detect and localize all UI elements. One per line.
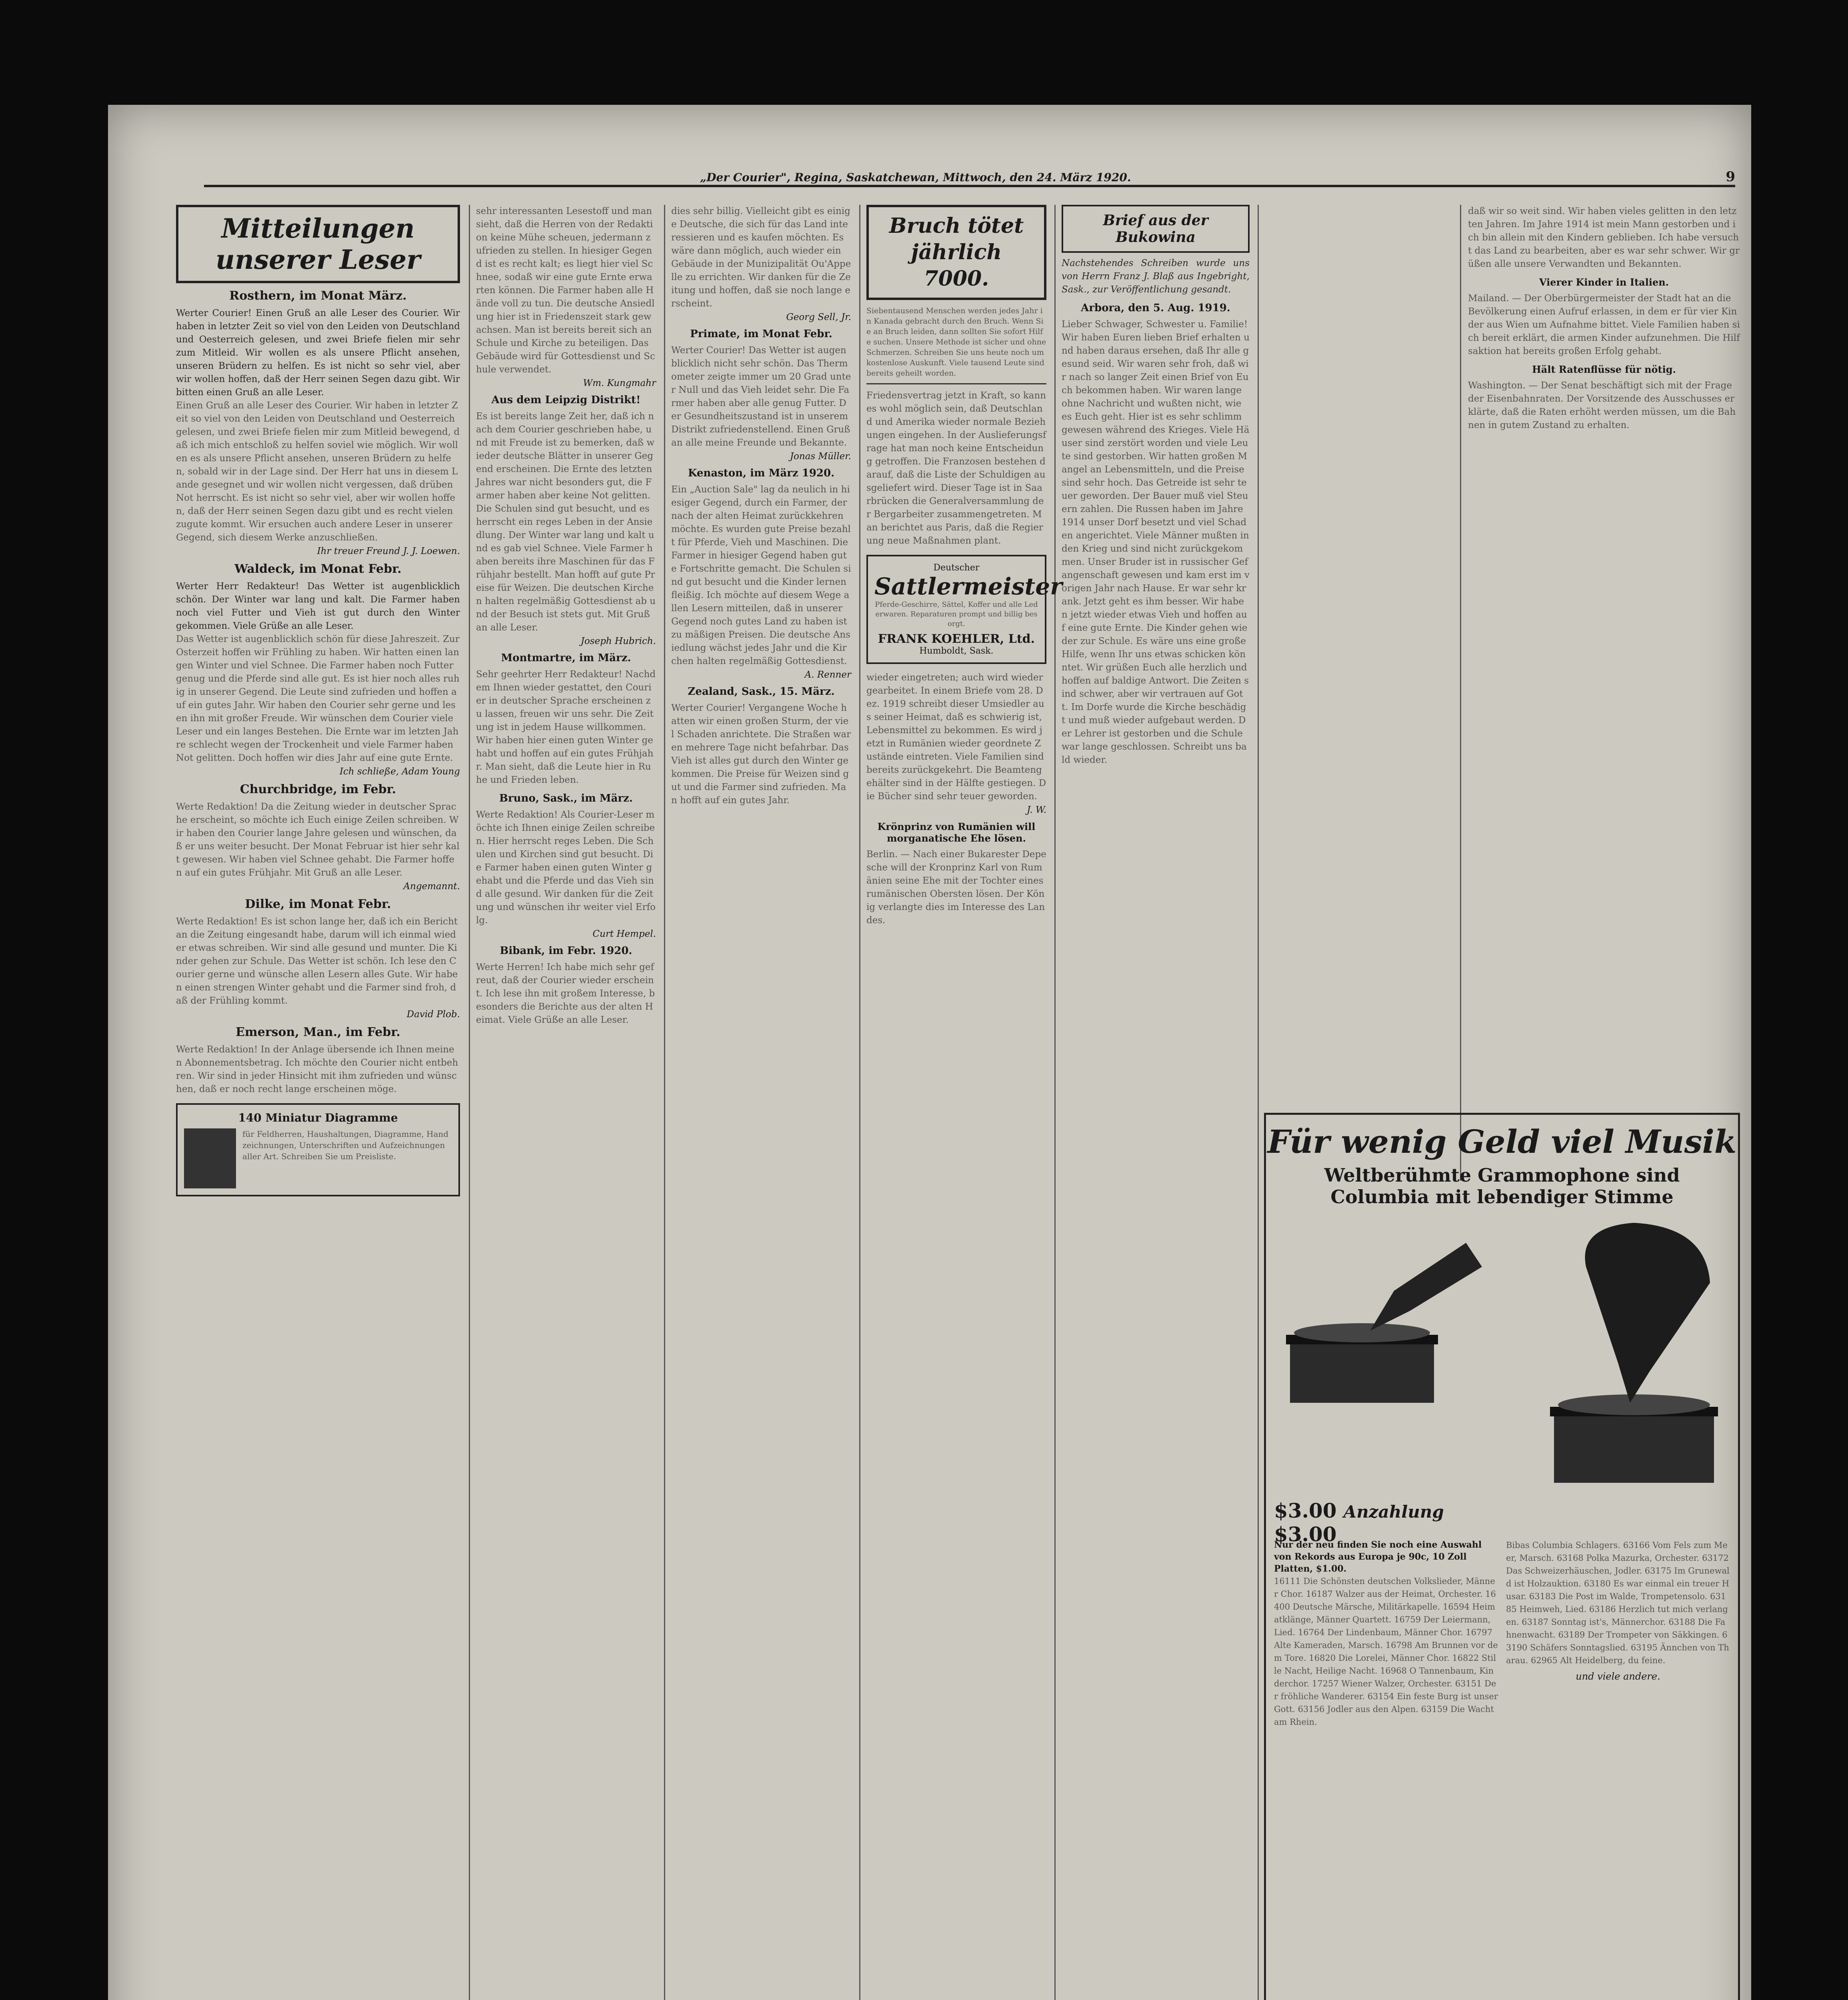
article-subheading: Krönprinz von Rumänien will morganatische Ehe lösen. — [877, 821, 1036, 844]
letter-body-filler: Das Wetter ist augenblicklich schön für diese Jahreszeit. Zur Osterzeit hoffen wir Frühling zu haben. Wir hatten einen langen Winter und viel Schnee. Die Farmer haben noch Futter genug und die Pferde sind alle gut. Es ist hier noch alles ruhig in unserer Gegend. Die Leute sind zufrieden und hoffen auf ein gutes Jahr. Wir haben den Courier sehr gerne und lesen ihn mit großer Freude. Wir wünschen dem Courier viele Leser und ein langes Bestehen. Die Ernte war im letzten Jahre schlecht wegen der Trockenheit und viele Farmer haben Not gelitten. Doch hoffen wir dies Jahr auf eine gute Ernte. — [176, 634, 460, 763]
article-intro: Nachstehendes Schreiben wurde uns von Herrn Franz J. Blaß aus Ingebright, Sask., zur Veröffentlichung gesandt. — [1062, 258, 1253, 295]
ad-name: Sattlermeister — [874, 573, 1062, 600]
letter-dateline: Bibank, im Febr. 1920. — [500, 945, 632, 957]
letter-dateline: Arbora, den 5. Aug. 1919. — [1081, 302, 1230, 314]
price-right: $3.00 — [1274, 1522, 1337, 1546]
letter-body-filler: Werte Redaktion! Es ist schon lange her, daß ich ein Bericht an die Zeitung eingesandt habe, darum will ich einmal wieder etwas schreiben. Wir sind alle gesund und munter. Die Kinder gehen zur Schule. Das Wetter ist schön. Ich lese den Courier gerne und wünsche allen Lesern alles Gute. Wir haben einen strengen Winter gehabt und die Farmer sind froh, daß der Frühling kommt. — [176, 916, 458, 1006]
article-body-filler: dies sehr billig. Vielleicht gibt es einige Deutsche, die sich für das Land interessieren und es kaufen möchten. Es wäre dann möglich, auch wieder ein Gebäude in der Munizipalität Ou'Appelle zu errichten. Wir danken für die Zeitung und hoffen, daß sie noch lange erscheint. — [671, 206, 851, 309]
column-rule — [1054, 205, 1056, 2000]
article-subheading: Hält Ratenflüsse für nötig. — [1532, 364, 1676, 375]
letter-signature: Curt Hempel. — [592, 929, 656, 939]
article-body-filler: Friedensvertrag jetzt in Kraft, so kann es wohl möglich sein, daß Deutschland und Amerika wieder normale Beziehungen eingehen. In der Auslieferungsfrage hat man noch keine Entscheidung getroffen. Die Franzosen bestehen darauf, daß die Liste der Schuldigen ausgeliefert wird. Dieser Tage ist in Saarbrücken die Generalversammlung der Bergarbeiter zusammengetreten. Man berichtet aus Paris, daß die Regierung neue Maßnahmen plant. — [866, 390, 1046, 546]
article-body-filler: Mailand. — Der Oberbürgermeister der Stadt hat an die Bevölkerung einen Aufruf erlassen, in dem er für vier Kinder aus Wien um Aufnahme bittet. Viele Familien haben sich bereit erklärt, die armen Kinder aufzunehmen. Die Hilfsaktion hat bereits großen Erfolg gehabt. — [1468, 293, 1740, 356]
article-body-filler: Werte Herren! Ich habe mich sehr gefreut, daß der Courier wieder erscheint. Ich lese ihn mit großem Interesse, besonders die Berichte aus der alten Heimat. Viele Grüße an alle Leser. — [476, 962, 655, 1025]
ad-title: 140 Miniatur Diagramme — [238, 1111, 398, 1124]
letter-signature: Ich schließe, Adam Young — [339, 766, 460, 777]
ad-text: für Feldherren, Haushaltungen, Diagramme, Handzeichnungen, Unterschriften und Aufzeichnungen aller Art. Schreiben Sie um Preisliste. — [242, 1129, 449, 1161]
ad-illustration-icon — [184, 1128, 236, 1188]
section-title: Mitteilungen unserer Leser — [176, 205, 460, 283]
article-body-filler: sehr interessanten Lesestoff und man sieht, daß die Herren von der Redaktion keine Mühe scheuen, jedermann zufrieden zu stellen. In hiesiger Gegend ist es recht kalt; es liegt hier viel Schnee, sodaß wir eine gute Ernte erwarten können. Die Farmer haben alle Hände voll zu tun. Die deutsche Ansiedlung hier ist in Friedenszeit stark gewachsen. Man ist bereits bereit sich an Schule und Kirche zu beteiligen. Das Gebäude wird für Gottesdienst und Schule verwendet. — [476, 206, 655, 375]
column-6 — [1468, 205, 1740, 1177]
sattlermeister-ad — [866, 555, 1062, 664]
article-body-filler: wieder eingetreten; auch wird wieder gearbeitet. In einem Briefe vom 28. Dez. 1919 schreibt dieser Umsiedler aus seiner Heimat, daß es schwierig ist, Lebensmittel zu bekommen. Es wird jetzt in Rumänien wieder geordnete Zustände eintreten. Viele Familien sind bereits zurückgekehrt. Die Beamtengehälter sind in der Hälfte gestiegen. Die Bücher sind sehr teuer geworden. — [866, 672, 1046, 802]
letter-dateline: Dilke, im Monat Febr. — [245, 897, 391, 911]
column-1 — [176, 205, 463, 2000]
article-body-filler: Siebentausend Menschen werden jedes Jahr in Kanada gebracht durch den Bruch. Wenn Sie an Bruch leiden, dann sollten Sie sofort Hilfe suchen. Unsere Methode ist sicher und ohne Schmerzen. Schreiben Sie uns heute noch um kostenlose Auskunft. Viele tausend Leute sind bereits geheilt worden. — [866, 306, 1046, 378]
column-rule — [1258, 205, 1259, 2000]
article-body-filler: Werter Courier! Vergangene Woche hatten wir einen großen Sturm, der viel Schaden anrichtete. Die Straßen waren mehrere Tage nicht befahrbar. Das Vieh ist alles gut durch den Winter gekommen. Die Preise für Weizen sind gut und die Farmer sind zufrieden. Man hofft auf ein gutes Jahr. — [671, 703, 851, 806]
gramophone-large-icon — [1550, 1223, 1718, 1483]
article-body-filler: Es ist bereits lange Zeit her, daß ich nach dem Courier geschrieben habe, und mit Freude ist zu bemerken, daß wieder deutsche Blätter in unserer Gegend erscheinen. Die Ernte des letzten Jahres war nicht besonders gut, die Farmer haben aber keine Not gelitten. Die Schulen sind gut besucht, und es herrscht ein reges Leben in der Ansiedlung. Der Winter war lang und kalt und es gab viel Schnee. Viele Farmer haben bereits ihre Maschinen für das Frühjahr bestellt. Man hofft auf gute Preise für Weizen. Die deutschen Kirchen halten regelmäßig Gottesdienst ab und der Besuch ist stets gut. Mit Gruß an alle Leser. — [476, 411, 656, 633]
miniatur-diagramme-ad — [176, 1103, 460, 1196]
running-head: „Der Courier", Regina, Saskatchewan, Mittwoch, den 24. März 1920. — [700, 171, 1131, 184]
page-number: 9 — [1726, 169, 1735, 185]
column-4 — [866, 205, 1062, 2000]
record-list-filler: 16111 Die Schönsten deutschen Volkslieder, Männer Chor. 16187 Walzer aus der Heimat, Orchester. 16400 Deutsche Märsche, Militärkapelle. 16594 Heimatklänge, Männer Quartett. 16759 Der Leiermann, Lied. 16764 Der Lindenbaum, Männer Chor. 16797 Alte Kameraden, Marsch. 16798 Am Brunnen vor dem Tore. 16820 Die Lorelei, Männer Chor. 16822 Stille Nacht, Heilige Nacht. 16968 O Tannenbaum, Kinderchor. 17257 Wiener Walzer, Orchester. 63151 Der fröhliche Wanderer. 63154 Ein feste Burg ist unser Gott. 63156 Jodler aus den Alpen. 63159 Die Wacht am Rhein. — [1274, 1576, 1498, 1727]
column-2 — [476, 205, 656, 2000]
record-list-header: Nur der neu finden Sie noch eine Auswahl von Rekords aus Europa je 90c, 10 Zoll Platten, $1.00. — [1274, 1540, 1482, 1574]
article-body-filler: Berlin. — Nach einer Bukarester Depesche will der Kronprinz Karl von Rumänien seine Ehe mit der Tochter eines rumänischen Obersten lösen. Der König verlangte dies im Interesse des Landes. — [866, 849, 1046, 926]
record-list-right — [1506, 1539, 1730, 2000]
letter-body: Werter Herr Redakteur! Das Wetter ist augenblicklich schön. Der Winter war lang und kalt. Die Farmer haben noch viel Futter und Vieh ist gut durch den Winter gekommen. Viele Grüße an alle Leser. — [176, 581, 463, 631]
record-list-filler: Bibas Columbia Schlagers. 63166 Vom Fels zum Meer, Marsch. 63168 Polka Mazurka, Orchester. 63172 Das Schweizerhäuschen, Jodler. 63175 Im Grunewald ist Holzauktion. 63180 Es war einmal ein treuer Husar. 63183 Die Post im Walde, Trompetensolo. 63185 Heimweh, Lied. 63186 Herzlich tut mich verlangen. 63187 Sonntag ist's, Männerchor. 63188 Die Fahnenwacht. 63189 Der Trompeter von Säkkingen. 63190 Schäfers Sonntagslied. 63195 Ännchen von Tharau. 62965 Alt Heidelberg, du feine. — [1506, 1540, 1730, 1665]
article-body-filler: daß wir so weit sind. Wir haben vieles gelitten in den letzten Jahren. Im Jahre 1914 ist mein Mann gestorben und ich bin allein mit den Kindern geblieben. Ich habe versucht das Land zu bearbeiten, aber es war sehr schwer. Wir grüßen alle unsere Verwandten und Bekannten. — [1468, 206, 1740, 269]
letter-signature: Ihr treuer Freund J. J. Loewen. — [317, 546, 460, 556]
record-list — [1274, 1539, 1498, 2000]
article-body-filler: Lieber Schwager, Schwester u. Familie! Wir haben Euren lieben Brief erhalten und haben daraus ersehen, daß Ihr alle gesund seid. Wir waren sehr froh, daß wir nach so langer Zeit einen Brief von Euch bekommen haben. Wir waren lange ohne Nachricht und wußten nicht, wie es Euch geht. Hier ist es sehr schlimm gewesen während des Krieges. Viele Häuser sind zerstört worden und viele Leute sind gestorben. Wir hatten großen Mangel an Lebensmitteln, und die Preise sind sehr hoch. Das Getreide ist sehr teuer geworden. Der Bauer muß viel Steuern zahlen. Die Russen haben im Jahre 1914 unser Dorf besetzt und viel Schaden angerichtet. Viele Männer mußten in den Krieg und sind nicht zurückgekommen. Unser Bruder ist in russischer Gefangenschaft gewesen und kam erst im vorigen Jahr nach Hause. Er war sehr krank. Jetzt geht es ihm besser. Wir haben jetzt wieder etwas Vieh und hoffen auf eine gute Ernte. Die Kinder gehen wieder zur Schule. Es wäre uns eine große Hilfe, wenn Ihr uns etwas schicken könntet. Wir grüßen Euch alle herzlich und hoffen auf baldige Antwort. Die Zeiten sind schwer, aber wir vertrauen auf Gott. Im Dorfe wurde die Kirche beschädigt und muß wieder aufgebaut werden. Der Lehrer ist gestorben und die Schule war lange geschlossen. Schreibt uns bald wieder. — [1062, 319, 1250, 765]
article-body-filler: Werter Courier! Das Wetter ist augenblicklich nicht sehr schön. Das Thermometer zeigte immer um 20 Grad unter Null und das Vieh leidet sehr. Die Farmer haben aber alle genug Futter. Der Gesundheitszustand ist in unserem Distrikt zufriedenstellend. Einen Gruß an alle meine Freunde und Bekannte. — [671, 345, 851, 448]
letter-dateline: Zealand, Sask., 15. März. — [688, 686, 835, 698]
article-body-filler: Sehr geehrter Herr Redakteur! Nachdem Ihnen wieder gestattet, den Courier in deutscher Sprache erscheinen zu lassen, freuen wir uns sehr. Die Zeitung ist in jedem Hause willkommen. Wir haben hier einen guten Winter gehabt und hoffen auf ein gutes Frühjahr. Man sieht, daß die Leute hier in Ruhe und Frieden leben. — [476, 669, 656, 785]
letter-dateline: Kenaston, im März 1920. — [688, 467, 835, 479]
letter-dateline: Rosthern, im Monat März. — [229, 289, 407, 303]
ad-subline: Columbia mit lebendiger Stimme — [1330, 1186, 1674, 1208]
article-headline: Brief aus der Bukowina — [1062, 205, 1250, 253]
price-left: $3.00 — [1274, 1499, 1337, 1522]
ad-owner: FRANK KOEHLER, Ltd. — [878, 632, 1035, 646]
more-records: und viele andere. — [1576, 1671, 1660, 1682]
ad-subline: Weltberühmte Grammophone sind — [1324, 1164, 1680, 1186]
price-label: Anzahlung — [1343, 1502, 1444, 1522]
letter-signature: Georg Sell, Jr. — [786, 312, 851, 322]
column-rule — [1460, 205, 1461, 1181]
gramophone-ad — [1264, 1113, 1740, 2000]
header-rule — [204, 185, 1735, 187]
letter-dateline: Bruno, Sask., im März. — [499, 792, 633, 804]
letter-body-filler: Werte Redaktion! Da die Zeitung wieder in deutscher Sprache erscheint, so möchte ich Euch einige Zeilen schreiben. Wir haben den Courier lange Jahre gelesen und wünschen, daß er uns weiter besucht. Der Monat Februar ist hier sehr kalt gewesen. Wir haben viel Schnee gehabt. Die Farmer hoffen auf ein gutes Frühjahr. Mit Gruß an alle Leser. — [176, 802, 460, 878]
column-rule — [664, 205, 665, 2000]
column-rule — [859, 205, 860, 2000]
ad-headline: Für wenig Geld viel Musik — [1267, 1123, 1737, 1160]
letter-dateline: Churchbridge, im Febr. — [240, 782, 396, 796]
letter-signature: Wm. Kungmahr — [583, 378, 656, 388]
letter-dateline: Waldeck, im Monat Febr. — [234, 562, 402, 576]
letter-body-filler: Werte Redaktion! In der Anlage übersende ich Ihnen meinen Abonnementsbetrag. Ich möchte den Courier nicht entbehren. Wir sind in jeder Hinsicht mit ihm zufrieden und wünschen, daß er noch recht lange erscheinen möge. — [176, 1044, 458, 1094]
letter-body: Werter Courier! Einen Gruß an alle Leser des Courier. Wir haben in letzter Zeit so viel von den Leiden von Deutschland und Oesterreich gelesen, und zwei Briefe fielen mir sehr zum Mitleid. Wir wollen es als unsere Pflicht ansehen, unseren Brüdern zu helfen. Es ist nicht so sehr viel, aber wir wollen hoffen, daß der Herr seinen Segen dazu gibt. Wir bitten einen Gruß an alle Leser. — [176, 308, 463, 398]
gramophone-small-icon — [1286, 1243, 1482, 1403]
letter-signature: Jonas Müller. — [790, 451, 851, 462]
letter-signature: David Plob. — [406, 1009, 460, 1020]
letter-dateline: Emerson, Man., im Febr. — [236, 1025, 400, 1039]
article-body-filler: Ein „Auction Sale" lag da neulich in hiesiger Gegend, durch ein Farmer, der nach der alten Heimat zurückkehren möchte. Es wurden gute Preise bezahlt für Pferde, Vieh und Maschinen. Die Farmer in hiesiger Gegend haben gute Fortschritte gemacht. Die Schulen sind gut besucht und die Kinder lernen fleißig. Ich möchte auf diesem Wege allen Lesern mitteilen, daß in unserer Gegend noch gutes Land zu haben ist zu mäßigen Preisen. Die deutsche Ansiedlung wächst jedes Jahr und die Kirchen halten regelmäßig Gottesdienst. — [671, 484, 851, 666]
letter-signature: A. Renner — [804, 670, 851, 680]
letter-dateline: Montmartre, im März. — [501, 652, 631, 664]
column-rule — [469, 205, 470, 2000]
letter-dateline: Primate, im Monat Febr. — [690, 328, 832, 340]
letter-heading: Aus dem Leipzig Distrikt! — [491, 394, 641, 406]
letter-signature: Angemannt. — [403, 881, 460, 892]
ad-town: Humboldt, Sask. — [919, 646, 994, 656]
column-3 — [671, 205, 851, 2000]
letter-body-filler: Einen Gruß an alle Leser des Courier. Wir haben in letzter Zeit so viel von den Leiden von Deutschland und Oesterreich gelesen, und zwei Briefe fielen mir zum Mitleid bewegend, daß ich mich entschloß zu helfen soviel wie möglich. Wir wollen es als unsere Pflicht ansehen, unseren Brüdern zu helfen, sobald wir in der Lage sind. Der Herr hat uns in diesem Lande gesegnet und wir wollen nicht vergessen, daß drüben Not herrscht. Es ist nicht so sehr viel, aber wir wollen hoffen, daß der Herr seinen Segen dazu gibt und es recht vielen zugute kommt. Wir ersuchen auch andere Leser in unserer Gegend, sich diesem Werke anzuschließen. — [176, 400, 460, 543]
letter-signature: J. W. — [1027, 805, 1046, 815]
ad-text: Pferde-Geschirre, Sättel, Koffer und alle Lederwaren. Reparaturen prompt und billig besorgt. — [875, 600, 1038, 628]
article-body-filler: Washington. — Der Senat beschäftigt sich mit der Frage der Eisenbahnraten. Der Vorsitzende des Ausschusses erklärte, daß die Raten erhöht werden müssen, um die Bahnen in gutem Zustand zu erhalten. — [1468, 380, 1736, 430]
article-body-filler: Werte Redaktion! Als Courier-Leser möchte ich Ihnen einige Zeilen schreiben. Hier herrscht reges Leben. Die Schulen und Kirchen sind gut besucht. Die Farmer haben einen guten Winter gehabt und die Pferde und das Vieh sind alle gesund. Wir danken für die Zeitung und wünschen ihr weiter viel Erfolg. — [476, 810, 656, 926]
article-headline: Bruch tötet jährlich 7000. — [866, 205, 1046, 300]
ad-kicker: Deutscher — [933, 563, 980, 573]
gramophone-illustration — [1274, 1219, 1730, 1507]
letter-signature: Joseph Hubrich. — [580, 636, 656, 646]
column-5 — [1062, 205, 1253, 2000]
article-subheading: Vierer Kinder in Italien. — [1539, 276, 1669, 288]
separator — [866, 383, 1046, 384]
newspaper-page — [108, 105, 1751, 2000]
